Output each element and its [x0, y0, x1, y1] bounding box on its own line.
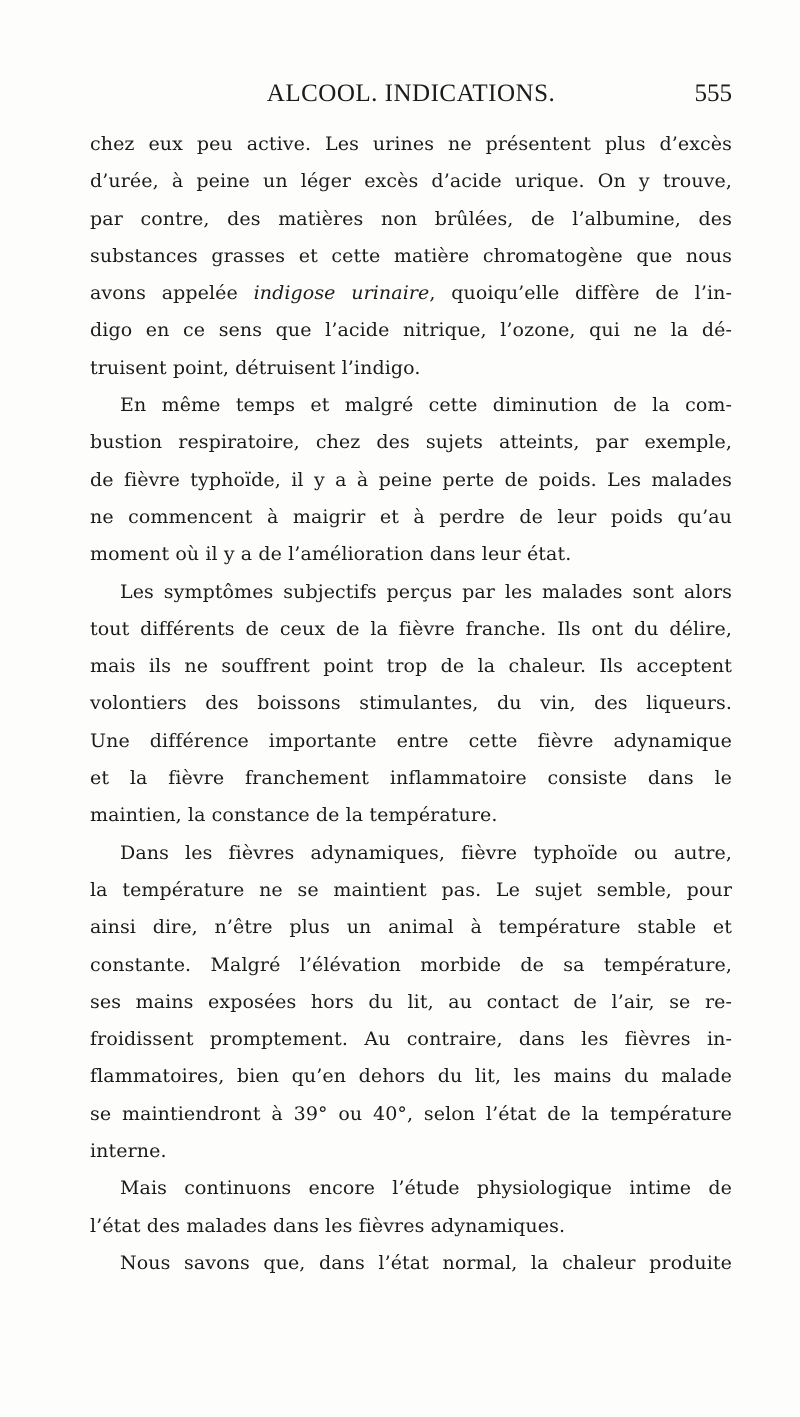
text-line: Mais continuons encore l’étude physiologique intime de [120, 1177, 732, 1200]
text-line: froidissent promptement. Au contraire, dans les fièvres in- [90, 1028, 732, 1051]
running-header [90, 78, 732, 110]
text-line: Nous savons que, dans l’état normal, la chaleur produite [120, 1251, 732, 1274]
text-line: volontiers des boissons stimulantes, du vin, des liqueurs. [90, 692, 732, 715]
text-line [90, 275, 732, 312]
text-line: moment où il y a de l’amélioration dans leur état. [90, 543, 572, 566]
text-line: truisent point, détruisent l’indigo. [90, 356, 421, 379]
body-text [90, 126, 732, 1282]
text-line: digo en ce sens que l’acide nitrique, l’ozone, qui ne la dé- [90, 319, 732, 342]
text-line: chez eux peu active. Les urines ne présentent plus d’excès [90, 133, 732, 155]
text-line: ses mains exposées hors du lit, au contact de l’air, se re- [90, 990, 732, 1013]
page-number: 555 [694, 80, 732, 107]
text-line: Les symptômes subjectifs perçus par les malades sont alors [120, 580, 732, 603]
running-title: ALCOOL. INDICATIONS. [266, 80, 556, 107]
text-line: Dans les fièvres adynamiques, fièvre typhoïde ou autre, [120, 841, 732, 864]
text-line: tout différents de ceux de la fièvre franche. Ils ont du délire, [90, 617, 732, 640]
text-line: se maintiendront à 39° ou 40°, selon l’état de la température [90, 1102, 732, 1125]
text-line: interne. [90, 1140, 167, 1163]
text-line: par contre, des matières non brûlées, de l’albumine, des [90, 207, 732, 230]
text-line: mais ils ne souffrent point trop de la chaleur. Ils acceptent [90, 655, 732, 678]
text-line: ne commencent à maigrir et à perdre de leur poids qu’au [90, 505, 732, 528]
text-line: et la fièvre franchement inflammatoire consiste dans le [90, 767, 732, 790]
text-line: flammatoires, bien qu’en dehors du lit, les mains du malade [90, 1065, 732, 1088]
text-line: En même temps et malgré cette diminution de la com- [120, 394, 732, 417]
text-line: bustion respiratoire, chez des sujets atteints, par exemple, [90, 431, 732, 454]
text-line: constante. Malgré l’élévation morbide de sa température, [90, 953, 732, 976]
text-line: Une différence importante entre cette fièvre adynamique [90, 729, 732, 752]
text-line: de fièvre typhoïde, il y a à peine perte de poids. Les malades [90, 468, 732, 491]
text-line: ainsi dire, n’être plus un animal à température stable et [90, 916, 732, 939]
text-segment: avons appelée [90, 282, 254, 305]
text-segment: , quoiqu’elle diffère de l’in- [429, 282, 732, 305]
italic-term: indigose urinaire [253, 282, 430, 305]
text-line: maintien, la constance de la température. [90, 804, 498, 827]
text-line: substances grasses et cette matière chromatogène que nous [90, 244, 732, 267]
text-line: d’urée, à peine un léger excès d’acide urique. On y trouve, [90, 170, 732, 193]
text-line: la température ne se maintient pas. Le sujet semble, pour [90, 878, 732, 901]
text-line: l’état des malades dans les fièvres adynamiques. [90, 1214, 566, 1237]
